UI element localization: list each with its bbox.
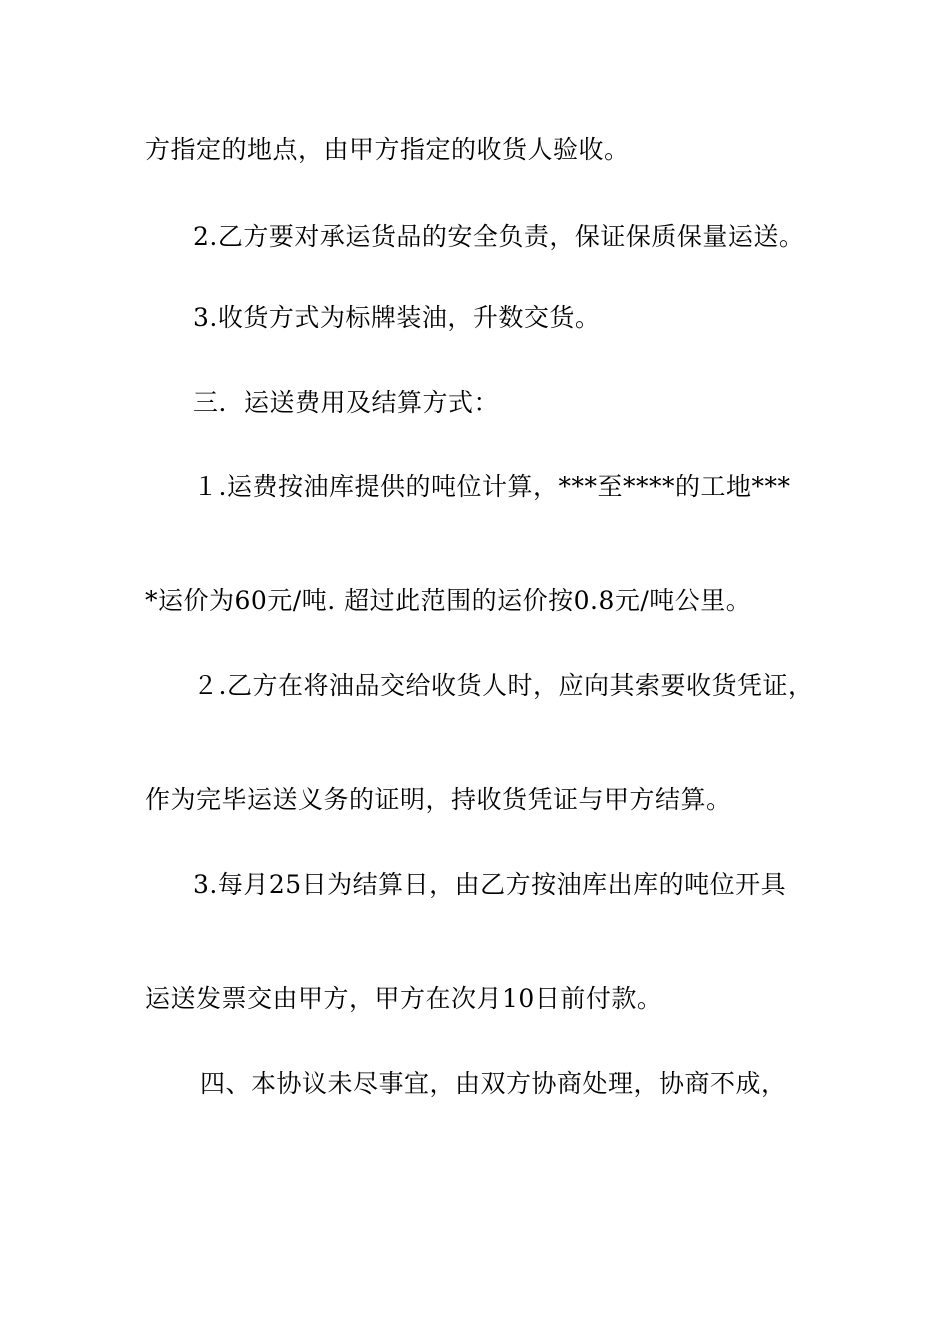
text-line-9: 3.每月25日为结算日，由乙方按油库出库的吨位开具 [193,870,787,899]
section-heading-3: 三．运送费用及结算方式： [193,388,500,417]
text-line-6: *运价为60元/吨. 超过此范围的运价按0.8元/吨公里。 [145,586,752,615]
text-line-7: ２.乙方在将油品交给收货人时，应向其索要收货凭证， [193,671,814,700]
text-line-1: 方指定的地点，由甲方指定的收货人验收。 [145,135,630,164]
text-line-5: １.运费按油库提供的吨位计算，***至****的工地*** [193,472,791,501]
text-line-3: 3.收货方式为标牌装油，升数交货。 [193,303,601,332]
text-line-8: 作为完毕运送义务的证明，持收货凭证与甲方结算。 [145,785,732,814]
text-line-10: 运送发票交由甲方，甲方在次月10日前付款。 [145,984,663,1013]
text-line-2: 2.乙方要对承运货品的安全负责，保证保质保量运送。 [193,222,805,251]
section-heading-4: 四、本协议未尽事宜，由双方协商处理，协商不成， [200,1069,787,1098]
